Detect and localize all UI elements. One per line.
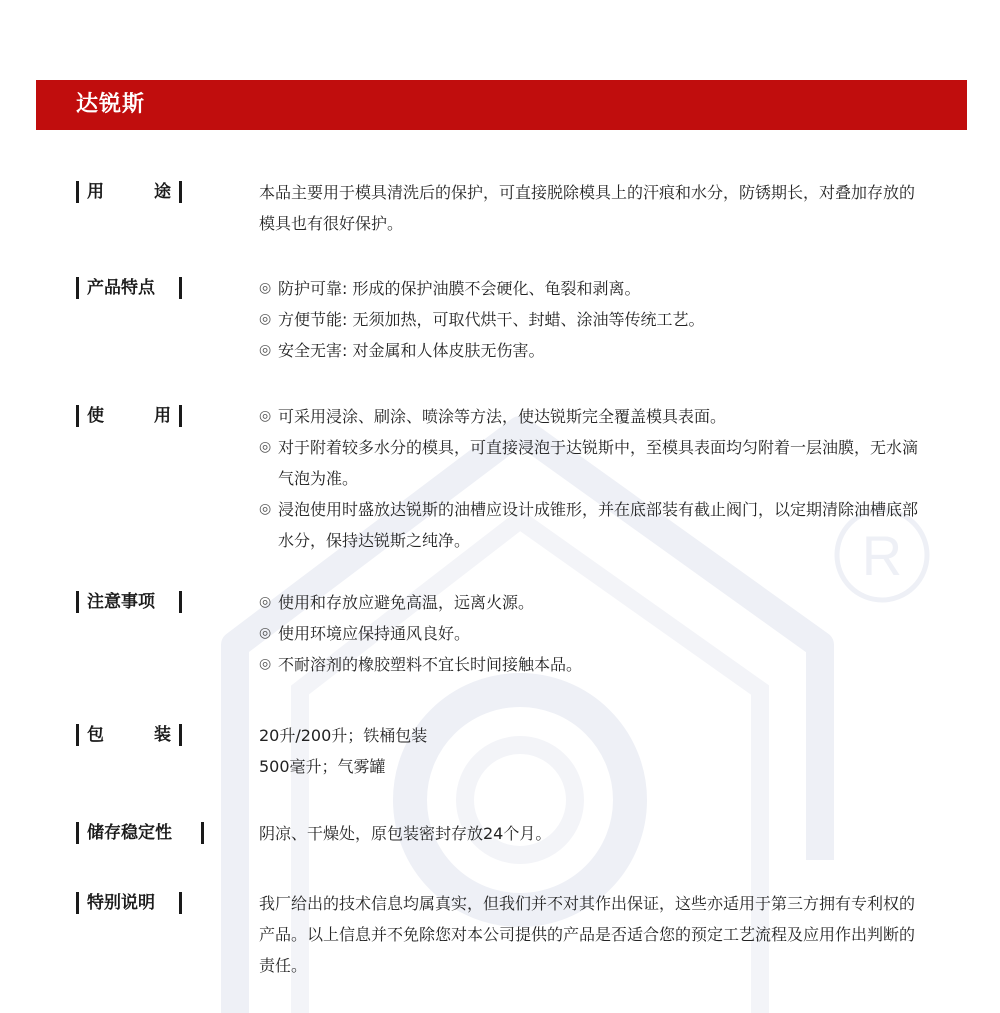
section-label-char: 途: [154, 182, 171, 202]
section-content: [259, 888, 919, 981]
section-label: [76, 892, 182, 914]
bullet-item: ◎ 使用和存放应避免高温，远离火源。: [259, 587, 919, 618]
bullet-item: ◎ 防护可靠: 形成的保护油膜不会硬化、龟裂和剥离。: [259, 273, 919, 304]
bullet-mark: ◎: [259, 625, 272, 641]
bullet-mark: ◎: [259, 342, 272, 358]
section-label: [76, 822, 204, 844]
page-title: 达锐斯: [76, 92, 146, 117]
bullet-item: ◎ 可采用浸涂、刷涂、喷涂等方法，使达锐斯完全覆盖模具表面。: [259, 401, 919, 432]
bullet-mark: ◎: [259, 439, 272, 455]
section-label-text: 储存稳定性: [87, 823, 172, 843]
section-content: [259, 818, 919, 849]
section-content: [259, 273, 919, 366]
section-content: [259, 177, 919, 239]
section-label-char: 用: [87, 182, 104, 202]
section-content: [259, 587, 919, 680]
bullet-mark: ◎: [259, 501, 272, 517]
bullet-item: ◎ 安全无害: 对金属和人体皮肤无伤害。: [259, 335, 919, 366]
section-label: [76, 277, 182, 299]
paragraph: 500毫升；气雾罐: [259, 757, 386, 776]
section-label-text: 特别说明: [87, 893, 155, 913]
bullet-item: ◎ 对于附着较多水分的模具，可直接浸泡于达锐斯中，至模具表面均匀附着一层油膜，无水滴气泡为准。: [259, 432, 919, 494]
section-label: [76, 591, 182, 613]
bullet-mark: ◎: [259, 280, 272, 296]
section-content: [259, 720, 919, 782]
bullet-mark: ◎: [259, 594, 272, 610]
section-label-char: 装: [154, 725, 171, 745]
section-label: [76, 181, 182, 203]
section-label-char: 用: [154, 406, 171, 426]
section-label-char: 包: [87, 725, 104, 745]
paragraph: 阴凉、干燥处，原包装密封存放24个月。: [259, 824, 552, 843]
paragraph: 20升/200升；铁桶包装: [259, 726, 428, 745]
section-content: [259, 401, 919, 556]
bullet-mark: ◎: [259, 656, 272, 672]
section-label-text: 注意事项: [87, 592, 155, 612]
section-label: [76, 405, 182, 427]
bullet-item: ◎ 浸泡使用时盛放达锐斯的油槽应设计成锥形，并在底部装有截止阀门，以定期清除油槽底部水分，保持达锐斯之纯净。: [259, 494, 919, 556]
paragraph: 本品主要用于模具清洗后的保护，可直接脱除模具上的汗痕和水分，防锈期长，对叠加存放的模具也有很好保护。: [259, 183, 916, 233]
section-label-char: 使: [87, 406, 104, 426]
bullet-item: ◎ 不耐溶剂的橡胶塑料不宜长时间接触本品。: [259, 649, 919, 680]
bullet-item: ◎ 使用环境应保持通风良好。: [259, 618, 919, 649]
section-label: [76, 724, 182, 746]
svg-text:R: R: [861, 524, 903, 587]
paragraph: 我厂给出的技术信息均属真实，但我们并不对其作出保证，这些亦适用于第三方拥有专利权的产品。以上信息并不免除您对本公司提供的产品是否适合您的预定工艺流程及应用作出判断的责任。: [259, 894, 916, 975]
header-bar: [36, 80, 967, 130]
bullet-item: ◎ 方便节能: 无须加热，可取代烘干、封蜡、涂油等传统工艺。: [259, 304, 919, 335]
section-label-text: 产品特点: [87, 278, 155, 298]
bullet-mark: ◎: [259, 408, 272, 424]
bullet-mark: ◎: [259, 311, 272, 327]
